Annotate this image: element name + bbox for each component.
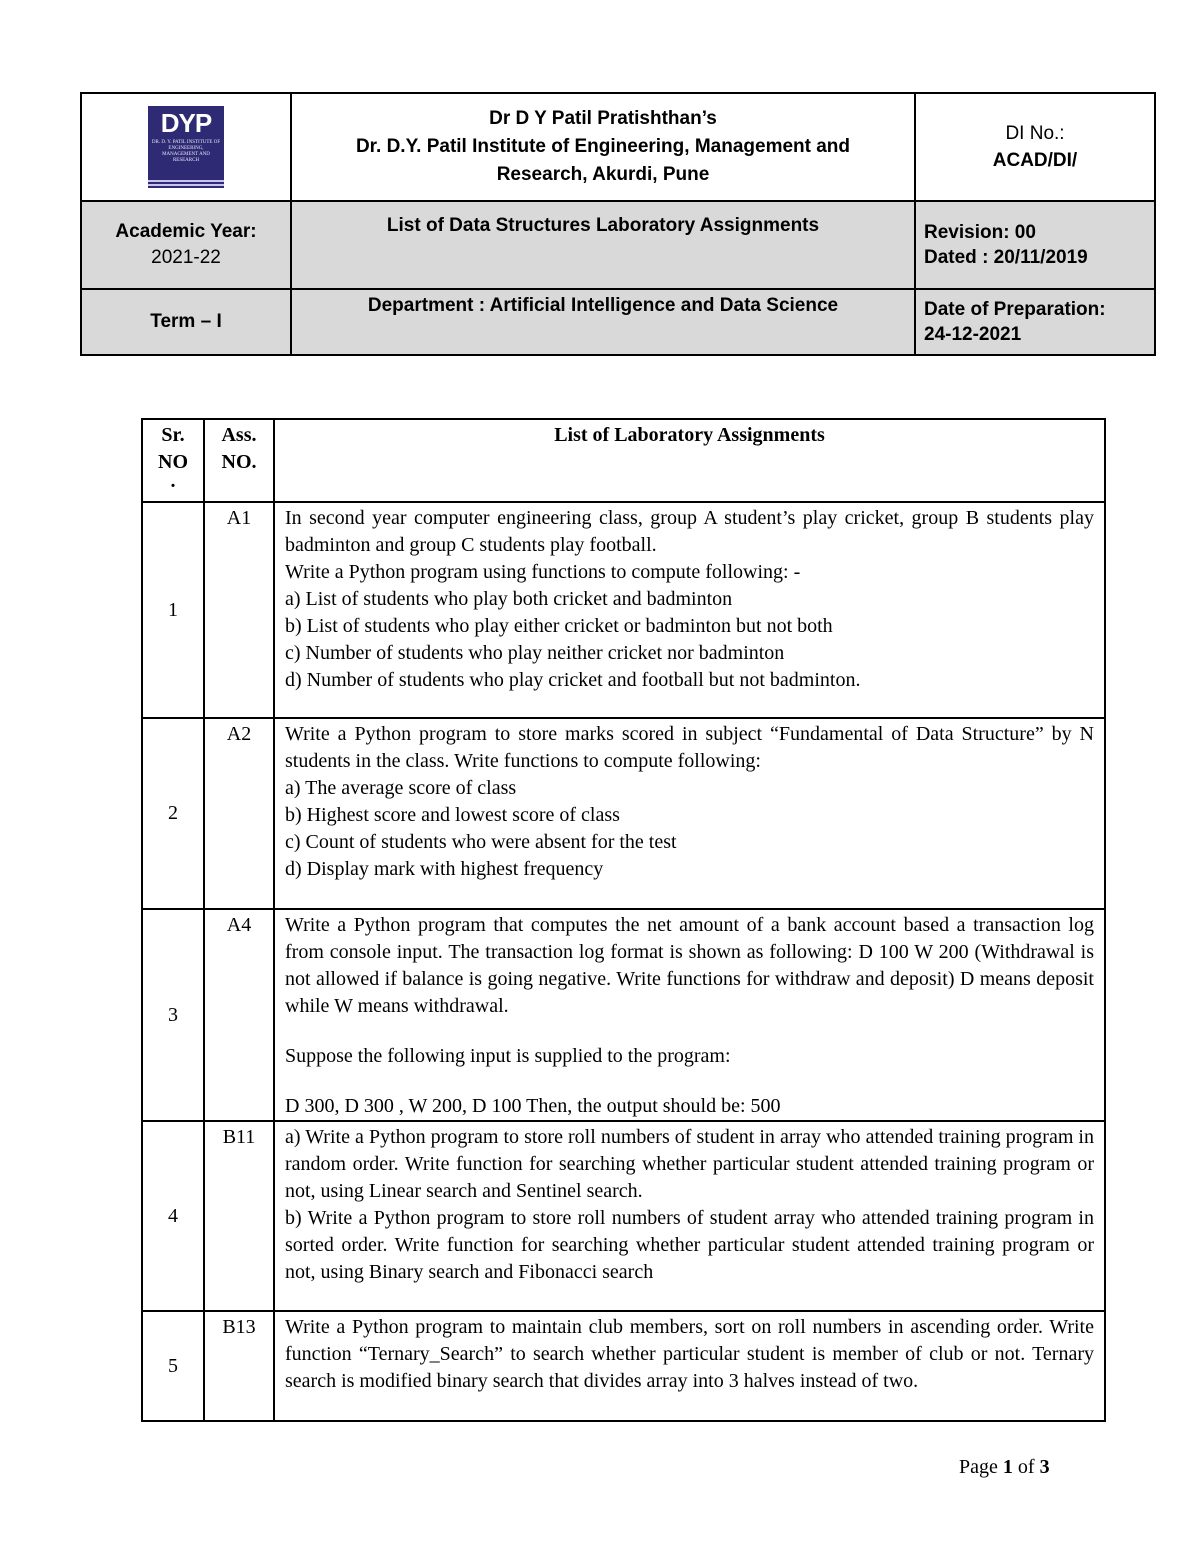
page-current: 1 bbox=[1002, 1456, 1013, 1478]
sr-number: 3 bbox=[142, 909, 204, 1121]
table-row bbox=[142, 718, 1105, 909]
desc-line: a) List of students who play both cricket and badminton bbox=[285, 588, 733, 610]
desc-line: a) Write a Python program to store roll numbers of student in array who attended training program in random order. Write function for searching whether particular student attended training program or not, using Linear search and Sentinel search. bbox=[285, 1126, 1094, 1202]
doc-title: List of Data Structures Laboratory Assignments bbox=[386, 215, 820, 236]
col-header-list bbox=[274, 419, 1105, 502]
desc-line: Suppose the following input is supplied to the program: bbox=[285, 1045, 731, 1067]
table-row bbox=[142, 502, 1105, 718]
col-sr-line-3: . bbox=[170, 470, 176, 492]
department: Department : Artificial Intelligence and Data Science bbox=[367, 295, 839, 316]
assignment-number: B13 bbox=[204, 1311, 274, 1421]
dated: Dated : 20/11/2019 bbox=[924, 247, 1088, 268]
sr-number: 2 bbox=[142, 718, 204, 909]
org-line-2: Dr. D.Y. Patil Institute of Engineering, Management and bbox=[355, 136, 851, 157]
desc-line: d) Number of students who play cricket and football but not badminton. bbox=[285, 669, 861, 691]
academic-year-label: Academic Year: bbox=[115, 221, 257, 242]
department-cell bbox=[291, 289, 915, 355]
assignments-table bbox=[141, 418, 1106, 1422]
desc-line: b) Write a Python program to store roll numbers of student array who attended training program in sorted order. Write function for searching whether particular student attended training program or not, using Binary search and Fibonacci search bbox=[285, 1207, 1094, 1283]
desc-line: Write a Python program using functions to compute following: - bbox=[285, 561, 801, 583]
assignment-number: A4 bbox=[204, 909, 274, 1121]
institute-logo bbox=[148, 106, 224, 188]
of-word: of bbox=[1017, 1456, 1035, 1478]
col-list-title: List of Laboratory Assignments bbox=[554, 424, 825, 446]
table-header-row bbox=[142, 419, 1105, 502]
spacer bbox=[285, 1070, 1094, 1093]
page-word: Page bbox=[959, 1456, 998, 1478]
desc-line: d) Display mark with highest frequency bbox=[285, 858, 604, 880]
logo-strip bbox=[148, 184, 224, 186]
desc-line: D 300, D 300 , W 200, D 100 Then, the output should be: 500 bbox=[285, 1095, 781, 1117]
assignment-number: A2 bbox=[204, 718, 274, 909]
institute-name-cell bbox=[291, 93, 915, 201]
table-row bbox=[142, 1121, 1105, 1311]
term: Term – I bbox=[150, 311, 222, 332]
document-header bbox=[80, 92, 1156, 356]
di-number-cell bbox=[915, 93, 1155, 201]
prep-value: 24-12-2021 bbox=[924, 324, 1022, 345]
sr-number: 1 bbox=[142, 502, 204, 718]
logo-strip bbox=[148, 180, 224, 182]
term-cell bbox=[81, 289, 291, 355]
prep-date-cell bbox=[915, 289, 1155, 355]
di-label: DI No.: bbox=[1005, 123, 1065, 144]
revision: Revision: 00 bbox=[924, 222, 1036, 243]
desc-line: b) Highest score and lowest score of class bbox=[285, 804, 620, 826]
org-line-1: Dr D Y Patil Pratishthan’s bbox=[489, 108, 717, 129]
logo-mark: DYP bbox=[160, 108, 212, 138]
prep-label: Date of Preparation: bbox=[924, 299, 1106, 320]
assignment-description bbox=[274, 909, 1105, 1121]
assignment-description bbox=[274, 1121, 1105, 1311]
desc-line: c) Number of students who play neither cricket nor badminton bbox=[285, 642, 785, 664]
table-row bbox=[142, 1311, 1105, 1421]
assignment-number: A1 bbox=[204, 502, 274, 718]
col-sr-line-1: Sr. bbox=[161, 424, 185, 446]
revision-cell bbox=[915, 201, 1155, 289]
assignment-description bbox=[274, 1311, 1105, 1421]
assignment-number: B11 bbox=[204, 1121, 274, 1311]
desc-line: b) List of students who play either cricket or badminton but not both bbox=[285, 615, 833, 637]
logo-text: DR. D. Y. PATIL INSTITUTE OF ENGINEERING, MANAGEMENT AND RESEARCH bbox=[151, 140, 221, 163]
col-header-ass bbox=[204, 419, 274, 502]
logo-cell bbox=[81, 93, 291, 201]
di-value: ACAD/DI/ bbox=[992, 150, 1078, 171]
col-ass-line-2: NO. bbox=[221, 451, 257, 473]
academic-year-cell bbox=[81, 201, 291, 289]
page-total: 3 bbox=[1039, 1456, 1050, 1478]
desc-line: c) Count of students who were absent for the test bbox=[285, 831, 677, 853]
desc-line: In second year computer engineering class, group A student’s play cricket, group B students play badminton and group C students play football. bbox=[285, 507, 1094, 556]
desc-line: a) The average score of class bbox=[285, 777, 517, 799]
page-number bbox=[959, 1456, 1050, 1479]
assignment-description bbox=[274, 502, 1105, 718]
col-sr-line-2: NO bbox=[158, 451, 188, 473]
desc-line: Write a Python program to maintain club members, sort on roll numbers in ascending order. Write function “Ternary_Search” to search whether particular student is member of club or not. Ternary search is modified binary search that divides array into 3 halves instead of two. bbox=[285, 1316, 1094, 1392]
org-line-3: Research, Akurdi, Pune bbox=[496, 164, 710, 185]
doc-title-cell bbox=[291, 201, 915, 289]
spacer bbox=[285, 1020, 1094, 1043]
table-row bbox=[142, 909, 1105, 1121]
sr-number: 4 bbox=[142, 1121, 204, 1311]
academic-year-value: 2021-22 bbox=[151, 247, 221, 268]
desc-line: Write a Python program to store marks scored in subject “Fundamental of Data Structure” by N students in the class. Write functions to compute following: bbox=[285, 723, 1094, 772]
col-ass-line-1: Ass. bbox=[221, 424, 257, 446]
sr-number: 5 bbox=[142, 1311, 204, 1421]
desc-line: Write a Python program that computes the net amount of a bank account based a transaction log from console input. The transaction log format is shown as following: D 100 W 200 (Withdrawal is not allowed if balance is going negative. Write functions for withdraw and deposit) D means deposit while W means withdrawal. bbox=[285, 914, 1094, 1017]
col-header-sr bbox=[142, 419, 204, 502]
assignment-description bbox=[274, 718, 1105, 909]
